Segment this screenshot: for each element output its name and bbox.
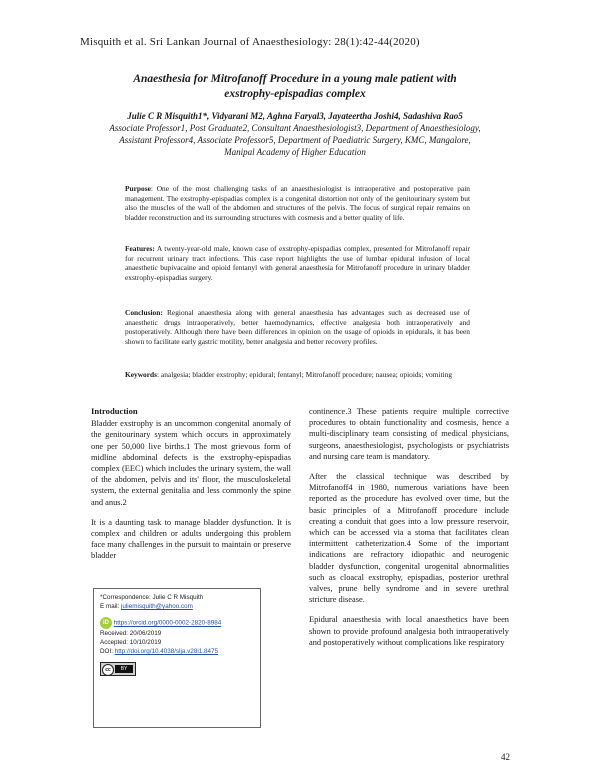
running-header: Misquith et al. Sri Lankan Journal of Anaesthesiology: 28(1):42-44(2020) xyxy=(80,36,420,48)
orcid-row xyxy=(100,617,254,629)
affiliation-line-2: Assistant Professor4, Associate Professor5, Department of Paediatric Surgery, KMC, Mangalore, xyxy=(119,135,471,145)
abstract-features xyxy=(125,244,470,282)
author-list: Julie C R Misquith1*, Vidyarani M2, Aghna Faryal3, Jayateertha Joshi4, Sadashiva Rao5 xyxy=(127,111,463,121)
keywords-label: Keywords xyxy=(125,370,158,379)
left-column xyxy=(91,406,291,571)
email-link[interactable]: juliemisquith@yahoo.com xyxy=(121,603,193,610)
features-text: A twenty-year-old male, known case of exstrophy-epispadias complex, presented for Mitrofanoff repair for recurrent urinary tract infections. This case report highlights the use of lumbar epidural infusion of local anaesthetic bupivacaine and opioid fentanyl with general anaesthesia for Mitrofanoff procedure in urinary bladder exstrophy-epispadias surgery. xyxy=(125,244,470,282)
intro-paragraph-5: Epidural anaesthesia with local anaesthetics have been shown to provide profound analgesia both intraoperatively and postoperatively without complications like respiratory xyxy=(309,615,509,647)
accepted-date: Accepted: 10/10/2019 xyxy=(100,639,162,646)
intro-paragraph-3: continence.3 These patients require multiple corrective procedures to obtain functionality and cosmesis, hence a multi-disciplinary team consisting of medical physicians, surgeons, anaesthesiologist, psychologists or psychiatrists and nursing care team is mandatory. xyxy=(309,407,509,461)
doi-link[interactable]: http://doi.org/10.4038/slja.v28i1.8475 xyxy=(114,648,218,655)
affiliation-line-1: Associate Professor1, Post Graduate2, Consultant Anaesthesiologist3, Department of Anaesthesiology, xyxy=(109,123,481,133)
doi-label: DOI: xyxy=(100,648,115,655)
abstract-keywords xyxy=(125,370,470,380)
conclusion-text: Regional anaesthesia along with general anaesthesia has advantages such as decreased use of anaesthetic drugs intraoperatively, better haemodynamics, effective analgesia both intraoperatively and postoperatively. Although there have been differences in opinion on the usage of opioids in epidurals, it has been shown to facilitate early gastric motility, better analgesia and better recovery profiles. xyxy=(125,308,470,346)
purpose-text: : One of the most challenging tasks of an anaesthesiologist is intraoperative and postoperative pain management. The exstrophy-epispadias complex is a congenital distortion not only of the genitourinary system but also the muscles of the wall of the abdomen and structures of the pelvis. The focus of surgical repair remains on bladder reconstruction and its surrounding structures with cosmesis and a better quality of life. xyxy=(125,184,470,222)
intro-paragraph-1: Bladder exstrophy is an uncommon congenital anomaly of the genitourinary system which occurs in approximately one per 50,000 live births.1 The most grievous form of midline abdominal defects is the exstrophy-epispadias complex (EEC) which includes the urinary system, the wall of the abdomen, pelvis and its' floor, the musculoskeletal system, the external genitalia and less commonly the spine and anus.2 xyxy=(91,419,291,507)
abstract-purpose xyxy=(125,184,470,222)
intro-paragraph-2: It is a daunting task to manage bladder dysfunction. It is complex and children or adults undergoing this problem face many challenges in the pursuit to maintain or preserve bladder xyxy=(91,517,291,561)
correspondence-box xyxy=(93,588,261,728)
affiliations xyxy=(60,122,530,158)
conclusion-label: Conclusion: xyxy=(125,308,163,317)
article-title xyxy=(60,72,530,102)
correspondence-label: *Correspondence: Julie C R Misquith xyxy=(100,594,204,601)
page-number: 42 xyxy=(501,752,510,762)
keywords-text: : analgesia; bladder exstrophy; epidural; fentanyl; Mitrofanoff procedure; nausea; opioids; vomiting xyxy=(157,370,453,379)
title-line-1: Anaesthesia for Mitrofanoff Procedure in a young male patient with xyxy=(133,73,457,85)
cc-by-license-icon[interactable]: cc BY xyxy=(100,662,136,676)
email-row xyxy=(100,602,254,611)
features-label: Features: xyxy=(125,244,155,253)
email-label: E mail: xyxy=(100,603,121,610)
right-column xyxy=(309,406,509,657)
orcid-link[interactable]: https://orcid.org/0000-0002-2820-8984 xyxy=(113,619,222,627)
orcid-icon[interactable]: iD xyxy=(100,617,112,629)
introduction-heading: Introduction xyxy=(91,406,138,416)
intro-paragraph-4: After the classical technique was described by Mitrofanoff4 in 1980, numerous variations have been reported as the procedure has evolved over time, but the basic principles of a Mitrofanoff procedure include creating a conduit that goes into a low pressure reservoir, which can be accessed via a stoma that facilitates clean intermittent catheterization.4 Some of the important indications are refractory idiopathic and neurogenic bladder dysfunction, congenital urogenital abnormalities such as cloacal exstrophy, epispadias, posterior urethral valves, prune belly syndrome and in severe urethral stricture disease. xyxy=(309,472,509,605)
purpose-label: Purpose xyxy=(125,184,151,193)
abstract-conclusion xyxy=(125,308,470,346)
license-row xyxy=(100,662,254,676)
received-date: Received: 20/06/2019 xyxy=(100,630,162,637)
title-line-2: exstrophy-epispadias complex xyxy=(224,88,366,100)
doi-row xyxy=(100,647,254,656)
affiliation-line-3: Manipal Academy of Higher Education xyxy=(224,147,366,157)
